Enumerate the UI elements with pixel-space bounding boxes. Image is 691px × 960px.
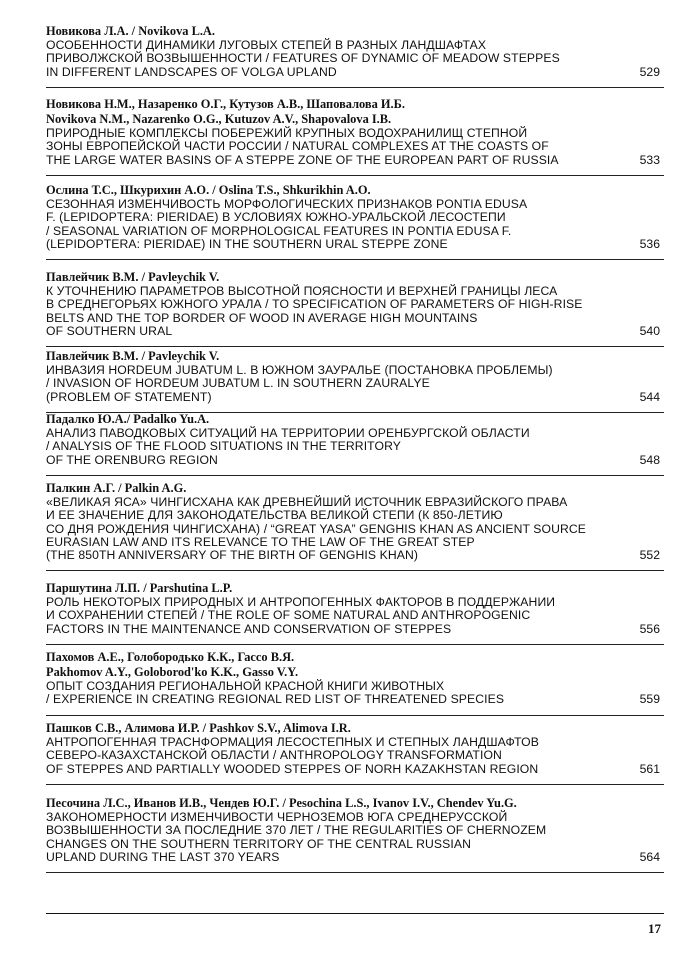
entry-authors: Павлейчик В.М. / Pavleychik V. bbox=[46, 349, 220, 363]
entry-divider bbox=[46, 87, 664, 88]
entry-title-line: ПРИРОДНЫЕ КОМПЛЕКСЫ ПОБЕРЕЖИЙ КРУПНЫХ ВОДОХРАНИЛИЩ СТЕПНОЙ bbox=[46, 126, 528, 140]
footer-rule bbox=[46, 913, 664, 914]
entry-page-number: 561 bbox=[639, 761, 660, 776]
toc-entry bbox=[46, 581, 664, 636]
entry-title-line: СО ДНЯ РОЖДЕНИЯ ЧИНГИСХАНА) / “GREAT YASA” GENGHIS KHAN AS ANCIENT SOURCE bbox=[46, 521, 587, 536]
entry-title-line: СЕЗОННАЯ ИЗМЕНЧИВОСТЬ МОРФОЛОГИЧЕСКИХ ПРИЗНАКОВ PONTIA EDUSA bbox=[46, 197, 528, 211]
entry-title-line: FACTORS IN THE MAINTENANCE AND CONSERVATION OF STEPPES bbox=[46, 621, 452, 636]
entry-title-line: И ЕЕ ЗНАЧЕНИЕ ДЛЯ ЗАКОНОДАТЕЛЬСТВА ВЕЛИКОЙ СТЕПИ (К 850-ЛЕТИЮ bbox=[46, 508, 503, 523]
entry-title bbox=[46, 680, 664, 707]
entry-title-line: ОСОБЕННОСТИ ДИНАМИКИ ЛУГОВЫХ СТЕПЕЙ В РАЗНЫХ ЛАНДШАФТАХ bbox=[46, 38, 487, 52]
entry-title-line: РОЛЬ НЕКОТОРЫХ ПРИРОДНЫХ И АНТРОПОГЕННЫХ ФАКТОРОВ В ПОДДЕРЖАНИИ bbox=[46, 595, 556, 609]
entry-divider bbox=[46, 475, 664, 476]
entry-title-line: В СРЕДНЕГОРЬЯХ ЮЖНОГО УРАЛА / TO SPECIFICATION OF PARAMETERS OF HIGH-RISE bbox=[46, 297, 583, 312]
entry-authors: Ослина Т.С., Шкурихин А.О. / Oslina T.S., Shkurikhin A.O. bbox=[46, 183, 371, 197]
entry-divider bbox=[46, 715, 664, 716]
entry-title bbox=[46, 127, 664, 167]
entry-page-number: 540 bbox=[639, 323, 660, 338]
entry-title-line: (LEPIDOPTERA: PIERIDAE) IN THE SOUTHERN URAL STEPPE ZONE bbox=[46, 236, 448, 251]
entry-page-number: 552 bbox=[639, 548, 660, 563]
entry-page-number: 533 bbox=[639, 152, 660, 167]
toc-entry bbox=[46, 270, 664, 338]
entry-title bbox=[46, 285, 664, 338]
entry-title-line: F. (LEPIDOPTERA: PIERIDAE) В УСЛОВИЯХ ЮЖНО-УРАЛЬСКОЙ ЛЕСОСТЕПИ bbox=[46, 210, 506, 225]
entry-title bbox=[46, 811, 664, 864]
entry-page-number: 536 bbox=[639, 236, 660, 251]
entry-authors: Новикова Л.А. / Novikova L.A. bbox=[46, 24, 215, 38]
entry-title-line: THE LARGE WATER BASINS OF A STEPPE ZONE OF THE EUROPEAN PART OF RUSSIA bbox=[46, 152, 559, 167]
entry-title-line: АНАЛИЗ ПАВОДКОВЫХ СИТУАЦИЙ НА ТЕРРИТОРИИ ОРЕНБУРГСКОЙ ОБЛАСТИ bbox=[46, 426, 530, 440]
entry-title-line: / EXPERIENCE IN CREATING REGIONAL RED LIST OF THREATENED SPECIES bbox=[46, 692, 505, 707]
entry-divider bbox=[46, 784, 664, 785]
entry-title-line: ИНВАЗИЯ HORDEUM JUBATUM L. В ЮЖНОМ ЗАУРАЛЬЕ (ПОСТАНОВКА ПРОБЛЕМЫ) bbox=[46, 363, 553, 377]
entry-title-line: ЗОНЫ ЕВРОПЕЙСКОЙ ЧАСТИ РОССИИ / NATURAL COMPLEXES AT THE COASTS OF bbox=[46, 139, 549, 154]
entry-page-number: 556 bbox=[639, 621, 660, 636]
entry-title-line: OF THE ORENBURG REGION bbox=[46, 452, 218, 467]
entry-title-line: EURASIAN LAW AND ITS RELEVANCE TO THE LAW OF THE GREAT STEP bbox=[46, 534, 475, 549]
entry-authors: Новикова Н.М., Назаренко О.Г., Кутузов А.В., Шаповалова И.Б. bbox=[46, 97, 405, 111]
entry-authors: Падалко Ю.А./ Padalko Yu.A. bbox=[46, 412, 210, 426]
entry-page-number: 559 bbox=[639, 692, 660, 707]
entry-title bbox=[46, 198, 664, 251]
entry-authors-latin: Pakhomov A.Y., Goloborod'ko K.K., Gasso V.Y. bbox=[46, 665, 299, 679]
entry-divider bbox=[46, 346, 664, 347]
entry-title-line: К УТОЧНЕНИЮ ПАРАМЕТРОВ ВЫСОТНОЙ ПОЯСНОСТИ И ВЕРХНЕЙ ГРАНИЦЫ ЛЕСА bbox=[46, 284, 558, 298]
entry-title-line: / ANALYSIS OF THE FLOOD SITUATIONS IN THE TERRITORY bbox=[46, 439, 401, 454]
entry-divider bbox=[46, 175, 664, 176]
entry-divider bbox=[46, 872, 664, 873]
entry-title-line: «ВЕЛИКАЯ ЯСА» ЧИНГИСХАНА КАК ДРЕВНЕЙШИЙ ИСТОЧНИК ЕВРАЗИЙСКОГО ПРАВА bbox=[46, 495, 568, 509]
entry-title bbox=[46, 39, 664, 79]
entry-title-line: ВОЗВЫШЕННОСТИ ЗА ПОСЛЕДНИЕ 370 ЛЕТ / THE REGULARITIES OF CHERNOZEM bbox=[46, 823, 547, 838]
entry-authors: Пашков С.В., Алимова И.Р. / Pashkov S.V., Alimova I.R. bbox=[46, 721, 351, 735]
toc-entry bbox=[46, 796, 664, 864]
entry-title bbox=[46, 736, 664, 776]
entry-authors: Палкин А.Г. / Palkin A.G. bbox=[46, 481, 187, 495]
toc-entry bbox=[46, 412, 664, 467]
entry-authors-latin: Novikova N.M., Nazarenko O.G., Kutuzov A.V., Shapovalova I.B. bbox=[46, 112, 392, 126]
entry-title-line: (THE 850TH ANNIVERSARY OF THE BIRTH OF GENGHIS KHAN) bbox=[46, 548, 419, 563]
toc-entry bbox=[46, 183, 664, 251]
entry-page-number: 564 bbox=[639, 849, 660, 864]
entry-authors: Пахомов А.Е., Голобородько К.К., Гассо В.Я. bbox=[46, 650, 295, 664]
entry-divider bbox=[46, 259, 664, 260]
entry-title-line: CHANGES ON THE SOUTHERN TERRITORY OF THE CENTRAL RUSSIAN bbox=[46, 836, 472, 851]
entry-title bbox=[46, 596, 664, 636]
toc-entry bbox=[46, 24, 664, 79]
entry-divider bbox=[46, 644, 664, 645]
entry-title bbox=[46, 496, 664, 562]
entry-authors: Паршутина Л.П. / Parshutina L.P. bbox=[46, 581, 233, 595]
entry-page-number: 544 bbox=[639, 389, 660, 404]
entry-title-line: (PROBLEM OF STATEMENT) bbox=[46, 389, 212, 404]
page-number: 17 bbox=[648, 921, 661, 936]
entry-title bbox=[46, 364, 664, 404]
entry-title-line: ЗАКОНОМЕРНОСТИ ИЗМЕНЧИВОСТИ ЧЕРНОЗЕМОВ ЮГА СРЕДНЕРУССКОЙ bbox=[46, 810, 508, 824]
entry-title-line: ПРИВОЛЖСКОЙ ВОЗВЫШЕННОСТИ / FEATURES OF DYNAMIC OF MEADOW STEPPES bbox=[46, 51, 560, 66]
entry-divider bbox=[46, 570, 664, 571]
entry-title-line: BELTS AND THE TOP BORDER OF WOOD IN AVERAGE HIGH MOUNTAINS bbox=[46, 310, 478, 325]
entry-title-line: / SEASONAL VARIATION OF MORPHOLOGICAL FEATURES IN PONTIA EDUSA F. bbox=[46, 223, 512, 238]
toc-entry bbox=[46, 721, 664, 776]
entry-authors: Павлейчик В.М. / Pavleychik V. bbox=[46, 270, 220, 284]
toc-entry bbox=[46, 349, 664, 404]
entry-title-line: АНТРОПОГЕННАЯ ТРАСНФОРМАЦИЯ ЛЕСОСТЕПНЫХ И СТЕПНЫХ ЛАНДШАФТОВ bbox=[46, 735, 539, 749]
toc-entry bbox=[46, 650, 664, 707]
entry-title-line: OF SOUTHERN URAL bbox=[46, 323, 173, 338]
entry-page-number: 548 bbox=[639, 452, 660, 467]
entry-title-line: СЕВЕРО-КАЗАХСТАНСКОЙ ОБЛАСТИ / ANTHROPOLOGY TRANSFORMATION bbox=[46, 748, 502, 763]
entry-title-line: UPLAND DURING THE LAST 370 YEARS bbox=[46, 849, 280, 864]
entry-title-line: OF STEPPES AND PARTIALLY WOODED STEPPES OF NORH KAZAKHSTAN REGION bbox=[46, 761, 539, 776]
entry-title-line: IN DIFFERENT LANDSCAPES OF VOLGA UPLAND bbox=[46, 64, 337, 79]
entry-title-line: ОПЫТ СОЗДАНИЯ РЕГИОНАЛЬНОЙ КРАСНОЙ КНИГИ ЖИВОТНЫХ bbox=[46, 679, 445, 693]
entry-page-number: 529 bbox=[639, 64, 660, 79]
entry-title-line: И СОХРАНЕНИИ СТЕПЕЙ / THE ROLE OF SOME NATURAL AND ANTHROPOGENIC bbox=[46, 608, 531, 623]
entry-title bbox=[46, 427, 664, 467]
toc-entry bbox=[46, 481, 664, 562]
toc-entry bbox=[46, 97, 664, 167]
entry-authors: Песочина Л.С., Иванов И.В., Чендев Ю.Г. / Pesochina L.S., Ivanov I.V., Chendev Yu.G. bbox=[46, 796, 517, 810]
entry-title-line: / INVASION OF HORDEUM JUBATUM L. IN SOUTHERN ZAURALYE bbox=[46, 376, 430, 391]
